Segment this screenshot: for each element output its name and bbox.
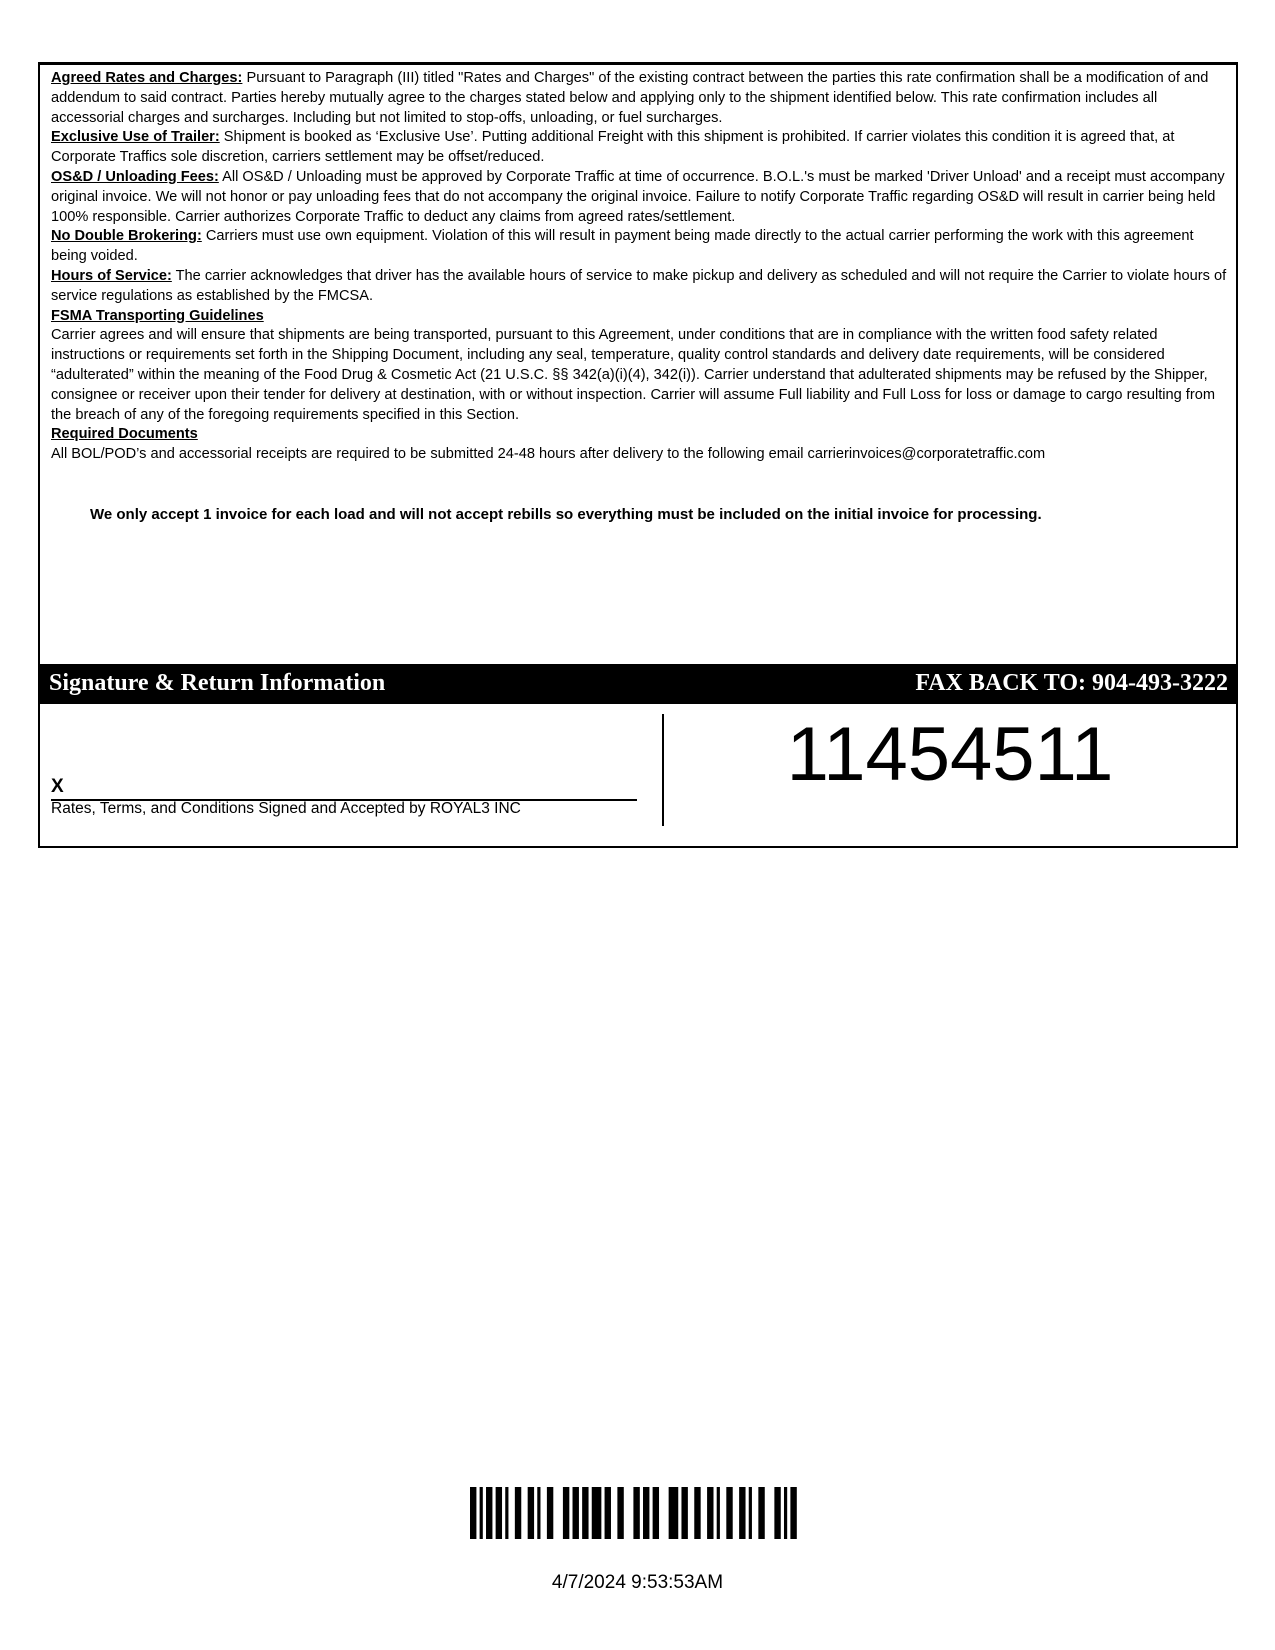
exclusive-use-paragraph (51, 128, 1231, 168)
barcode-bar (496, 1487, 502, 1539)
barcode-bar (758, 1487, 764, 1539)
required-documents-label: Required Documents (51, 426, 198, 443)
load-number: 11454511 (786, 712, 1114, 797)
osd-fees-text: All OS&D / Unloading must be approved by Corporate Traffic at time of occurrence. B.O.L.'s must be marked 'Driver Unload' and a receipt must accompany original invoice. We will not honor or pay unloading fees that do not accompany the original invoice. Failure to notify Corporate Traffic regarding OS&D will result in carrier being held 100% responsible. Carrier authorizes Corporate Traffic to deduct any claims from agreed rates/settlement. (51, 168, 1225, 225)
barcode-bar (515, 1487, 521, 1539)
no-double-brokering-text: Carriers must use own equipment. Violation of this will result in payment being made directly to the actual carrier performing the work with this agreement being voided. (51, 228, 1194, 265)
hours-of-service-text: The carrier acknowledges that driver has the available hours of service to make pickup and delivery as scheduled and will not require the Carrier to violate hours of service regulations as established by the FMCSA. (51, 267, 1227, 304)
barcode-bar (784, 1487, 787, 1539)
signature-header (38, 664, 1238, 704)
barcode-bar (505, 1487, 508, 1539)
barcode-bar (653, 1487, 659, 1539)
barcode-bar (681, 1487, 687, 1539)
terms-section (38, 62, 1238, 664)
barcode-bar (605, 1487, 611, 1539)
no-double-brokering-paragraph (51, 227, 1231, 267)
osd-fees-paragraph (51, 168, 1231, 227)
agreed-rates-text: Pursuant to Paragraph (III) titled "Rates and Charges" of the existing contract between the parties this rate confirmation shall be a modification of and addendum to said contract. Parties hereby mutually agree to the charges stated below and applying only to the shipment identified below. This rate confirmation includes all accessorial charges and surcharges. Including but not limited to stop-offs, unloading, or fuel surcharges. (51, 70, 1209, 126)
exclusive-use-label: Exclusive Use of Trailer: (51, 129, 220, 146)
required-documents-heading (51, 425, 1231, 445)
exclusive-use-text: Shipment is booked as ‘Exclusive Use’. Putting additional Freight with this shipment is prohibited. If carrier violates this condition it is agreed that, at Corporate Traffics sole discretion, carriers settlement may be offset/reduced. (51, 129, 1175, 166)
barcode-bar (537, 1487, 540, 1539)
fax-back-label: FAX BACK TO: 904-493-3222 (915, 670, 1228, 696)
barcode-bar (573, 1487, 579, 1539)
barcode-bar (643, 1487, 649, 1539)
barcode-bar (582, 1487, 588, 1539)
barcode-bar (592, 1487, 602, 1539)
barcode-bar (707, 1487, 713, 1539)
signature-box (38, 704, 1238, 848)
barcode-bar (563, 1487, 569, 1539)
no-double-brokering-label: No Double Brokering: (51, 228, 202, 245)
invoice-notice: We only accept 1 invoice for each load and will not accept rebills so everything must be included on the initial invoice for processing. (90, 506, 1042, 523)
barcode (470, 1487, 800, 1539)
barcode-bar (486, 1487, 492, 1539)
barcode-bar (470, 1487, 476, 1539)
barcode-bar (717, 1487, 720, 1539)
fsma-text: Carrier agrees and will ensure that shipments are being transported, pursuant to this Agreement, under conditions that are in compliance with the written food safety related instructions or requirements set forth in the Shipping Document, including any seal, temperature, quality control standards and delivery date requirements, will be considered “adulterated” within the meaning of the Food Drug & Cosmetic Act (21 U.S.C. §§ 342(a)(i)(4), 342(i)). Carrier understand that adulterated shipments may be refused by the Shipper, consignee or receiver upon their tender for delivery at destination, with or without inspection. Carrier will assume Full liability and Full Loss for loss or damage to cargo resulting from the breach of any of the foregoing requirements specified in this Section. (51, 327, 1215, 423)
signature-divider (662, 714, 664, 826)
barcode-bar (617, 1487, 623, 1539)
barcode-bar (694, 1487, 700, 1539)
barcode-bar (790, 1487, 796, 1539)
barcode-bar (669, 1487, 679, 1539)
signature-caption: Rates, Terms, and Conditions Signed and Accepted by ROYAL3 INC (51, 800, 521, 817)
barcode-bar (547, 1487, 553, 1539)
agreed-rates-label: Agreed Rates and Charges: (51, 70, 243, 86)
hours-of-service-paragraph (51, 267, 1231, 307)
fsma-heading (51, 307, 1231, 327)
barcode-bar (726, 1487, 732, 1539)
barcode-bar (739, 1487, 745, 1539)
barcode-bar (480, 1487, 483, 1539)
hours-of-service-label: Hours of Service: (51, 267, 172, 284)
barcode-bar (749, 1487, 752, 1539)
terms-text (51, 69, 1231, 465)
barcode-bar (774, 1487, 780, 1539)
barcode-bar (528, 1487, 534, 1539)
print-timestamp: 4/7/2024 9:53:53AM (551, 1572, 724, 1593)
signature-title: Signature & Return Information (49, 670, 386, 696)
fsma-label: FSMA Transporting Guidelines (51, 307, 264, 324)
required-documents-text: All BOL/POD’s and accessorial receipts are required to be submitted 24-48 hours after delivery to the following email carrierinvoices@corporatetraffic.com (51, 446, 1046, 463)
osd-fees-label: OS&D / Unloading Fees: (51, 168, 219, 185)
agreed-rates-paragraph (51, 69, 1231, 128)
barcode-bar (633, 1487, 639, 1539)
signature-x-mark: X (51, 776, 64, 797)
